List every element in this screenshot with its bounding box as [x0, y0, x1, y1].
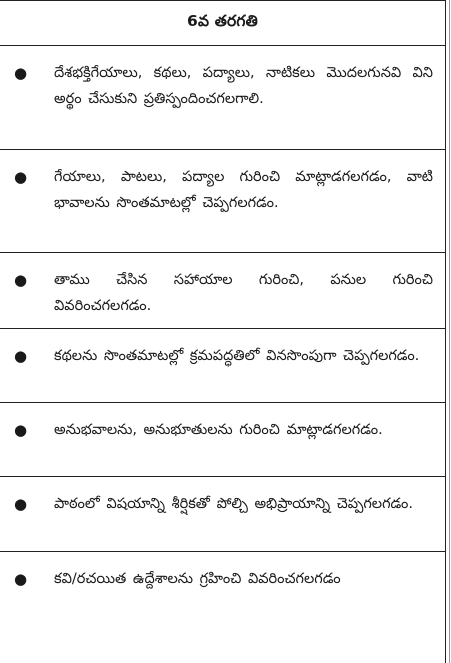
item-text: కవి/రచయిత ఉద్దేశాలను గ్రహించి వివరించగలగడం — [54, 571, 341, 587]
item-text: దేశభక్తిగేయాలు, కథలు, పద్యాలు, నాటికలు మొదలగునవి విని అర్థం చేసుకుని ప్రతిస్పందించగలగాలి. — [54, 65, 433, 107]
bullet-icon: ● — [14, 168, 28, 186]
list-item — [0, 150, 445, 253]
list-item — [0, 552, 445, 662]
item-text: గేయాలు, పాటలు, పద్యాల గురించి మాట్లాడగలగడం, వాటి భావాలను సొంతమాటల్లో చెప్పగలగడం. — [54, 169, 433, 211]
table-header — [0, 1, 445, 46]
item-text: తాము చేసిన సహాయాల గురించి, పనుల గురించి వివరించగలగడం. — [54, 272, 433, 314]
bullet-icon: ● — [14, 495, 28, 513]
list-item — [0, 329, 445, 403]
list-item — [0, 477, 445, 552]
bullet-icon: ● — [14, 271, 28, 289]
item-text: పాఠంలో విషయాన్ని శీర్షికతో పోల్చి అభిప్రాయాన్ని చెప్పగలగడం. — [54, 496, 414, 512]
list-item — [0, 46, 445, 150]
bullet-icon: ● — [14, 570, 28, 588]
item-text: కథలను సొంతమాటల్లో క్రమపద్ధతిలో వినసొంపుగా చెప్పగలగడం. — [54, 348, 420, 364]
grade-title: 6వ తరగతి — [186, 12, 258, 30]
bullet-icon: ● — [14, 347, 28, 365]
item-text: అనుభవాలను, అనుభూతులను గురించి మాట్లాడగలగడం. — [54, 422, 383, 438]
list-item — [0, 253, 445, 329]
list-item — [0, 403, 445, 477]
bullet-icon: ● — [14, 421, 28, 439]
bullet-icon: ● — [14, 64, 28, 82]
